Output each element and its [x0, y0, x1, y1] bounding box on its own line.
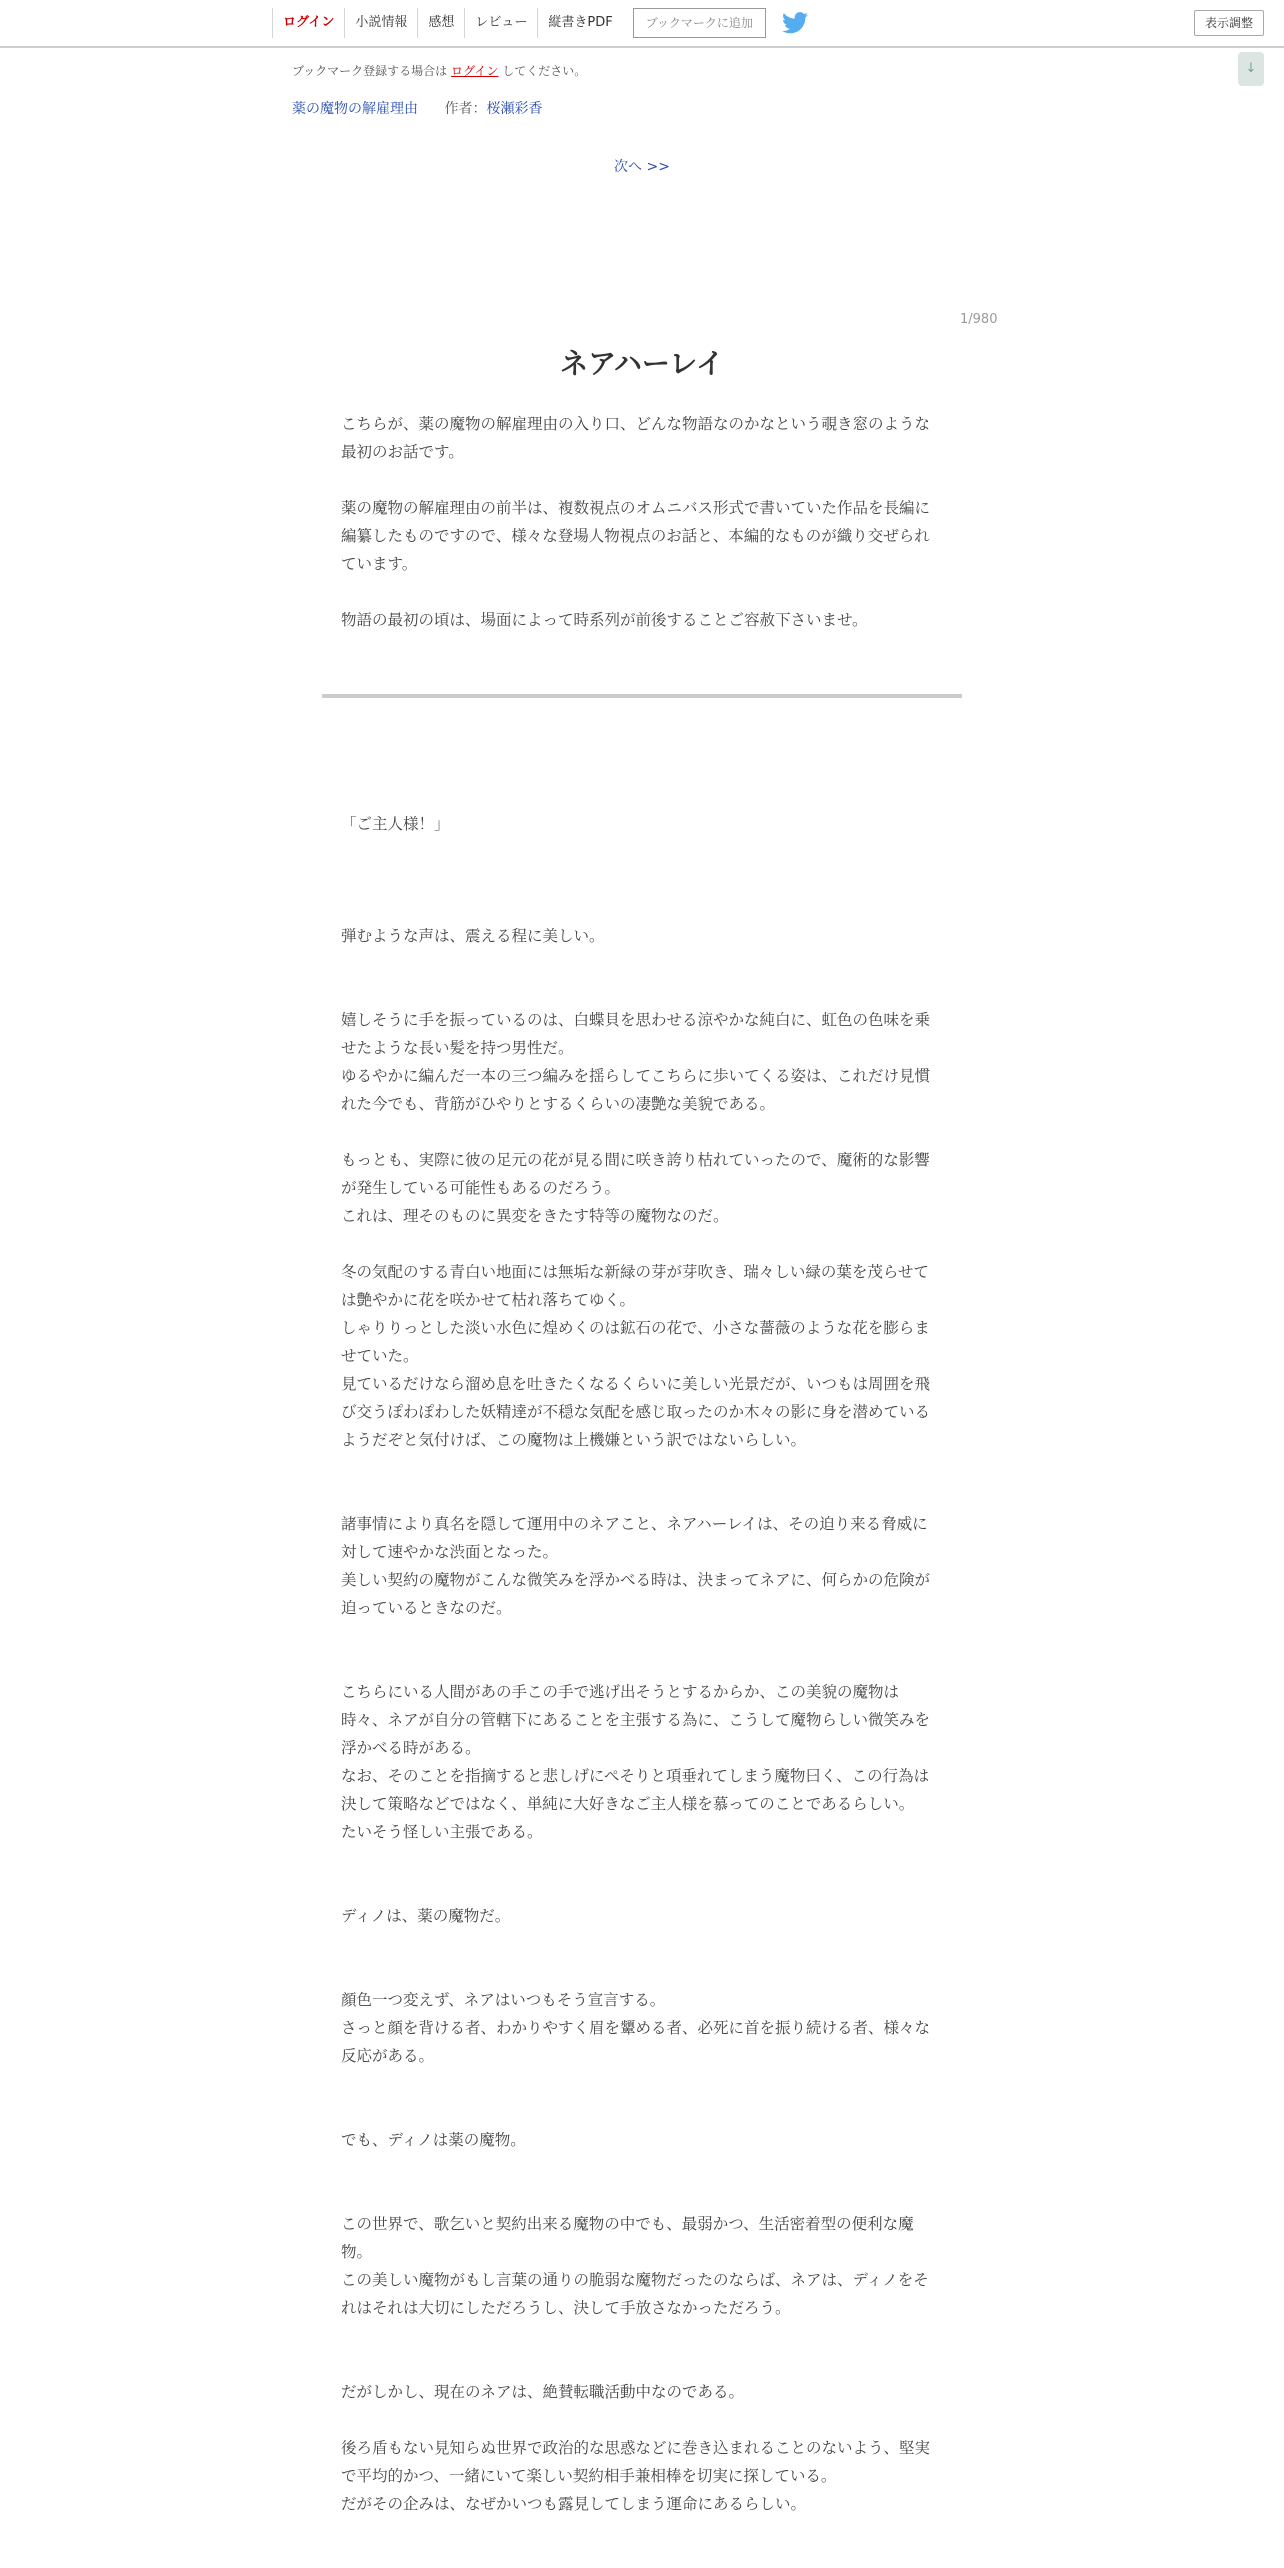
- bookmark-login-link[interactable]: ログイン: [451, 64, 499, 78]
- body-paragraph: ゆるやかに編んだ一本の三つ編みを揺らしてこちらに歩いてくる姿は、これだけ見慣れた今でも、背筋がひやりとするくらいの凄艶な美貌である。: [341, 1067, 931, 1113]
- author-link[interactable]: 桜瀬彩香: [486, 101, 543, 117]
- menu-review[interactable]: レビュー: [464, 8, 537, 38]
- body-paragraph: だがその企みは、なぜかいつも露見してしまう運命にあるらしい。: [341, 2495, 807, 2513]
- chapter-title: ネアハーレイ: [560, 347, 724, 380]
- display-adjust-button[interactable]: 表示調整: [1194, 10, 1264, 36]
- menu-impressions[interactable]: 感想: [417, 8, 464, 38]
- bookmark-notice: [292, 62, 586, 79]
- scroll-down-button[interactable]: ↓: [1238, 52, 1264, 86]
- add-bookmark-button[interactable]: ブックマークに追加: [633, 8, 766, 38]
- body-paragraph: 見ているだけなら溜め息を吐きたくなるくらいに美しい光景だが、いつもは周囲を飛び交うぽわぽわした妖精達が不穏な気配を感じ取ったのか木々の影に身を潜めているようだぞと気付けば、この魔物は上機嫌という訳ではないらしい。: [341, 1375, 931, 1449]
- menu-novel-info[interactable]: 小説情報: [344, 8, 417, 38]
- body-paragraph: 顔色一つ変えず、ネアはいつもそう宣言する。: [341, 1991, 666, 2009]
- menu-vertical-pdf[interactable]: 縦書きPDF: [537, 8, 622, 38]
- bookmark-notice-prefix: ブックマーク登録する場合は: [292, 64, 448, 78]
- chapter-body: [341, 810, 941, 2518]
- body-paragraph: これは、理そのものに異変をきたす特等の魔物なのだ。: [341, 1207, 729, 1225]
- preface-divider: [322, 694, 962, 698]
- bookmark-notice-suffix: してください。: [502, 64, 587, 78]
- novel-title-link[interactable]: 薬の魔物の解雇理由: [292, 101, 418, 117]
- twitter-bird-icon[interactable]: [782, 12, 808, 34]
- page-counter: 1/980: [960, 312, 998, 327]
- menu-login[interactable]: ログイン: [272, 8, 344, 38]
- author-label: 作者：: [444, 101, 487, 117]
- body-paragraph: 美しい契約の魔物がこんな微笑みを浮かべる時は、決まってネアに、何らかの危険が迫っているときなのだ。: [341, 1571, 931, 1617]
- body-paragraph: でも、ディノは薬の魔物。: [341, 2131, 526, 2149]
- body-paragraph: さっと顔を背ける者、わかりやすく眉を顰める者、必死に首を振り続ける者、様々な反応がある。: [341, 2019, 931, 2065]
- body-paragraph: たいそう怪しい主張である。: [341, 1823, 543, 1841]
- body-paragraph: だがしかし、現在のネアは、絶賛転職活動中なのである。: [341, 2383, 745, 2401]
- preface-paragraph: 物語の最初の頃は、場面によって時系列が前後することご容赦下さいませ。: [341, 611, 868, 629]
- body-paragraph: この美しい魔物がもし言葉の通りの脆弱な魔物だったのならば、ネアは、ディノをそれはそれは大切にしただろうし、決して手放さなかっただろう。: [341, 2271, 929, 2317]
- top-menu: [272, 8, 808, 38]
- body-paragraph: 嬉しそうに手を振っているのは、白蝶貝を思わせる涼やかな純白に、虹色の色味を乗せたような長い髪を持つ男性だ。: [341, 1011, 931, 1057]
- body-paragraph: 諸事情により真名を隠して運用中のネアこと、ネアハーレイは、その迫り来る脅威に対して速やかな渋面となった。: [341, 1515, 928, 1561]
- body-paragraph: この世界で、歌乞いと契約出来る魔物の中でも、最弱かつ、生活密着型の便利な魔物。: [341, 2215, 914, 2261]
- top-menu-bar: [0, 0, 1284, 48]
- body-paragraph: 弾むような声は、震える程に美しい。: [341, 927, 605, 945]
- body-paragraph: こちらにいる人間があの手この手で逃げ出そうとするからか、この美貌の魔物は時々、ネアが自分の管轄下にあることを主張する為に、こうして魔物らしい微笑みを浮かべる時がある。: [341, 1683, 931, 1757]
- chapter-preface: [341, 410, 941, 662]
- preface-paragraph: こちらが、薬の魔物の解雇理由の入り口、どんな物語なのかなという覗き窓のような最初のお話です。: [341, 415, 931, 461]
- body-paragraph: ディノは、薬の魔物だ。: [341, 1907, 511, 1925]
- body-paragraph: 「ご主人様！」: [341, 815, 450, 833]
- novel-info-line: [292, 98, 542, 118]
- body-paragraph: 後ろ盾もない見知らぬ世界で政治的な思惑などに巻き込まれることのないよう、堅実で平均的かつ、一緒にいて楽しい契約相手兼相棒を切実に探している。: [341, 2439, 931, 2485]
- preface-paragraph: 薬の魔物の解雇理由の前半は、複数視点のオムニバス形式で書いていた作品を長編に編纂したものですので、様々な登場人物視点のお話と、本編的なものが織り交ぜられています。: [341, 499, 931, 573]
- next-page-link[interactable]: 次へ >>: [614, 159, 670, 175]
- body-paragraph: 冬の気配のする青白い地面には無垢な新緑の芽が芽吹き、瑞々しい緑の葉を茂らせては艶やかに花を咲かせて枯れ落ちてゆく。: [341, 1263, 929, 1309]
- body-paragraph: もっとも、実際に彼の足元の花が見る間に咲き誇り枯れていったので、魔術的な影響が発生している可能性もあるのだろう。: [341, 1151, 930, 1197]
- body-paragraph: なお、そのことを指摘すると悲しげにぺそりと項垂れてしまう魔物曰く、この行為は決して策略などではなく、単純に大好きなご主人様を慕ってのことであるらしい。: [341, 1767, 930, 1813]
- body-paragraph: しゃりりっとした淡い水色に煌めくのは鉱石の花で、小さな薔薇のような花を膨らませていた。: [341, 1319, 930, 1365]
